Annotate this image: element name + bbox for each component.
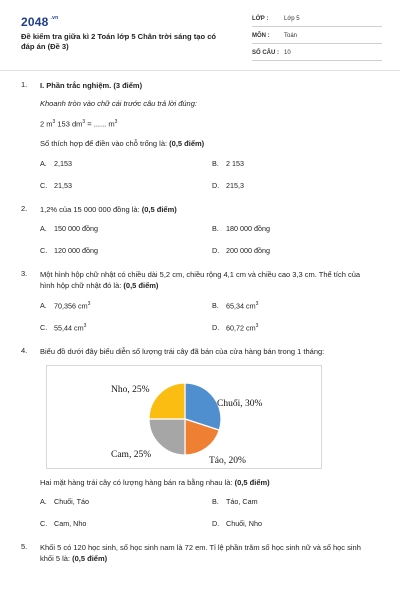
option-b[interactable]: B. Táo, Cam xyxy=(212,496,258,506)
question-number: 2. xyxy=(21,203,28,213)
document-title: Đề kiểm tra giữa kì 2 Toán lớp 5 Chân trời sáng tạo có đáp án (Đề 3) xyxy=(21,32,217,51)
pie-chart-svg xyxy=(47,366,323,470)
question-prompt-line-1: Một hình hộp chữ nhật có chiều dài 5,2 cm, chiều rộng 4,1 cm và chiều cao 3,3 cm. Thể tích của xyxy=(40,269,361,279)
option-d[interactable]: D. 200 000 đồng xyxy=(212,245,270,255)
pie-slice-2 xyxy=(149,419,185,455)
option-a[interactable]: A. 150 000 đồng xyxy=(40,223,98,233)
question-list xyxy=(0,76,400,564)
question-prompt: Biểu đồ dưới đây biểu diễn số lượng trái cây đã bán của cửa hàng bán trong 1 tháng: xyxy=(40,346,325,356)
answer-options xyxy=(40,301,381,345)
question-prompt: 1,2% của 15 000 000 đồng là: (0,5 điểm) xyxy=(40,204,177,214)
question-2 xyxy=(21,204,381,268)
answer-options xyxy=(40,497,381,541)
question-5 xyxy=(21,542,381,564)
question-prompt-line-2: khối 5 là: (0,5 điểm) xyxy=(40,553,108,563)
answer-options xyxy=(40,159,381,203)
site-logo[interactable]: 2048 $^{.vn}$ xyxy=(21,15,59,29)
pie-chart xyxy=(46,365,322,469)
option-c[interactable]: C. Cam, Nho xyxy=(40,518,87,528)
meta-row-subject: MÔN : Toán xyxy=(252,30,382,44)
question-number: 3. xyxy=(21,268,28,278)
pie-label-1: Táo, 20% xyxy=(209,455,246,466)
option-b[interactable]: B. 180 000 đồng xyxy=(212,223,270,233)
option-a[interactable]: A. 2,153 xyxy=(40,158,72,168)
option-d[interactable]: D. Chuối, Nho xyxy=(212,518,262,528)
option-d[interactable]: D. 215,3 xyxy=(212,180,244,190)
pie-label-3: Nho, 25% xyxy=(111,384,150,395)
document-meta xyxy=(252,13,382,64)
pie-label-2: Cam, 25% xyxy=(111,449,152,460)
question-prompt: Số thích hợp để điền vào chỗ trống là: (0,5 điểm) xyxy=(40,138,205,148)
question-number: 1. xyxy=(21,80,28,89)
meta-row-question-count: SỐ CÂU : 10 xyxy=(252,47,382,61)
pie-label-0: Chuối, 30% xyxy=(217,398,263,409)
meta-row-class: LỚP : Lớp 5 xyxy=(252,13,382,27)
question-1 xyxy=(21,80,381,203)
answer-options xyxy=(40,224,381,268)
option-b[interactable]: B. 2 153 xyxy=(212,158,244,168)
pie-slice-3 xyxy=(149,383,185,419)
expression: 2 $m^3$ 153 $dm^3$ = ...... $m^3$ xyxy=(40,119,118,129)
question-prompt-line-1: Khối 5 có 120 học sinh, số học sinh nam là 72 em. Tỉ lệ phần trăm số học sinh nữ và số học sinh xyxy=(40,542,361,552)
question-number: 5. xyxy=(21,541,28,551)
instruction-text: Khoanh tròn vào chữ cái trước câu trả lời đúng: xyxy=(40,99,197,108)
section-title: I. Phần trắc nghiệm. (3 điểm) xyxy=(40,81,143,90)
option-a[interactable]: A. Chuối, Táo xyxy=(40,496,90,506)
option-b[interactable]: B. 65,34 $cm^3$ xyxy=(212,300,259,310)
option-c[interactable]: C. 120 000 đồng xyxy=(40,245,98,255)
question-sub-prompt: Hai mặt hàng trái cây có lượng hàng bán ra bằng nhau là: (0,5 điểm) xyxy=(40,477,270,487)
option-c[interactable]: C. 55,44 $cm^3$ xyxy=(40,322,87,332)
question-4 xyxy=(21,346,381,541)
question-number: 4. xyxy=(21,345,28,355)
header-divider xyxy=(0,70,400,71)
question-3 xyxy=(21,269,381,345)
option-d[interactable]: D. 60,72 $cm^3$ xyxy=(212,322,259,332)
option-a[interactable]: A. 70,356 $cm^3$ xyxy=(40,300,91,310)
document-header xyxy=(0,0,400,66)
option-c[interactable]: C. 21,53 xyxy=(40,180,72,190)
question-prompt-line-2: hình hộp chữ nhật đó là: (0,5 điểm) xyxy=(40,280,159,290)
